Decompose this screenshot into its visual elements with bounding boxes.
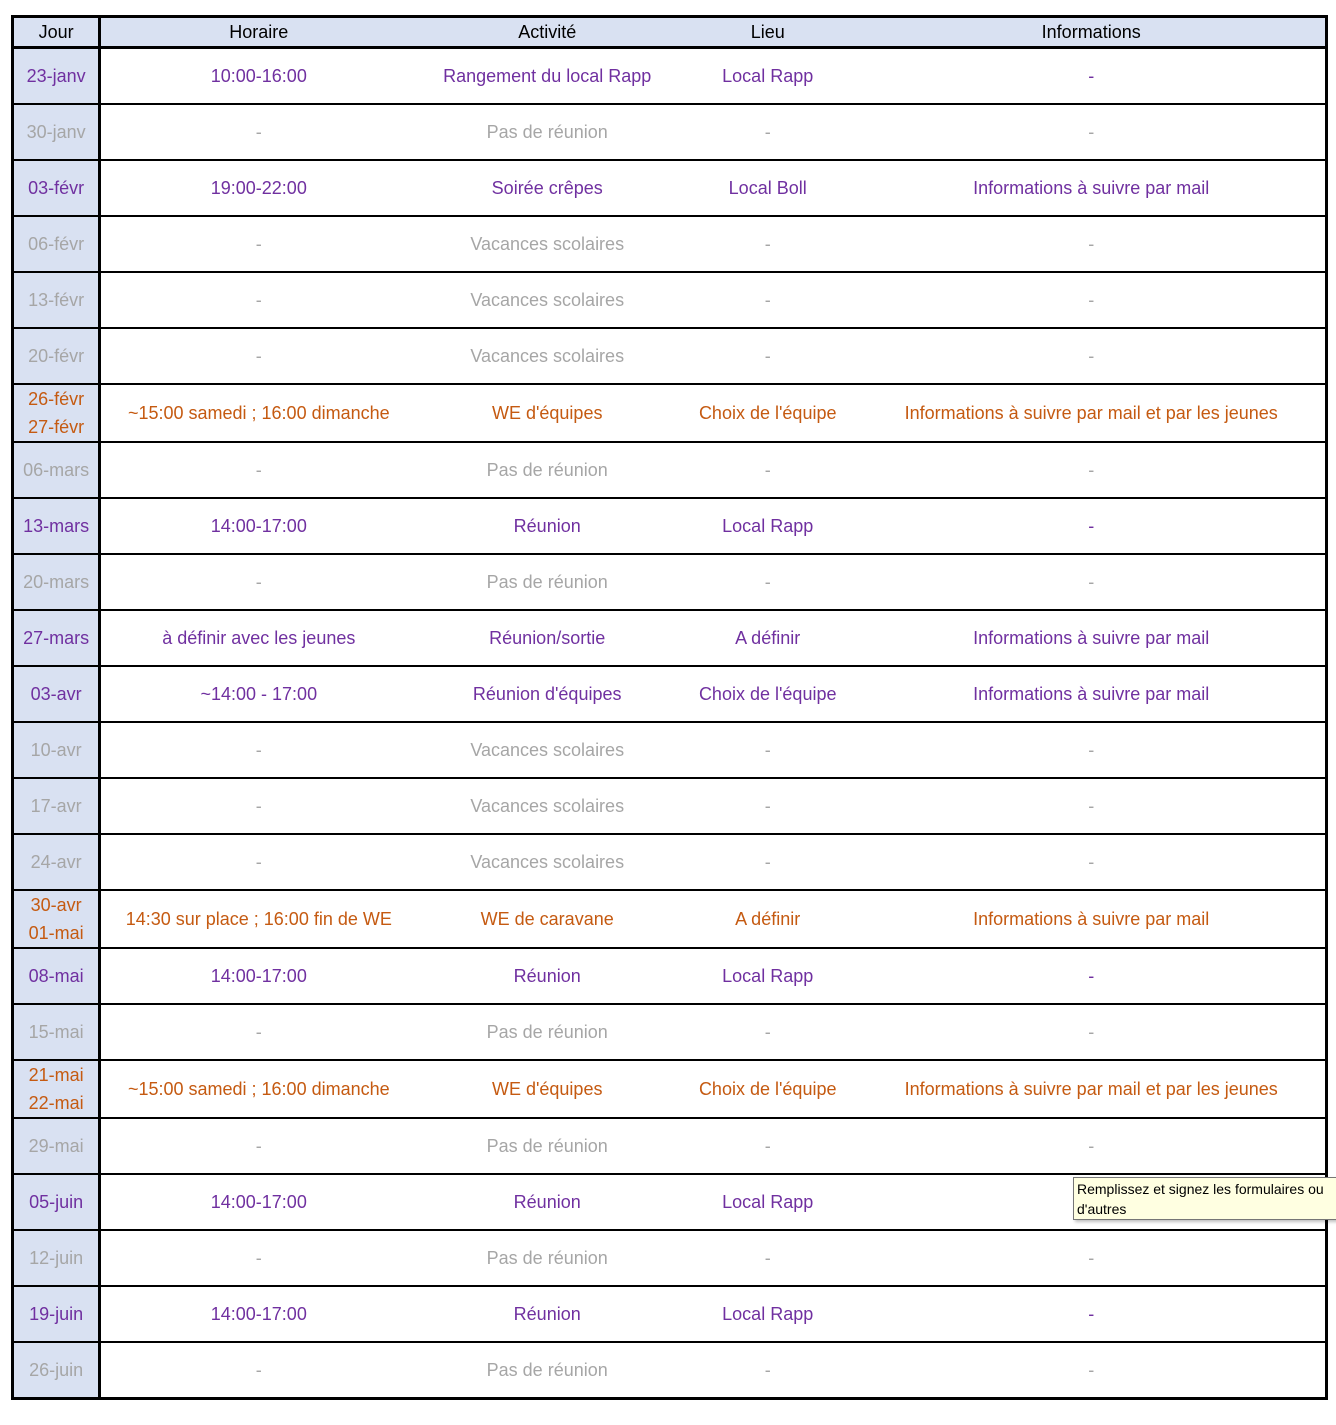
jour-date: 06-mars [23, 460, 90, 480]
cell-lieu: - [678, 722, 857, 778]
tooltip [1073, 1177, 1336, 1220]
cell-jour [13, 1118, 100, 1174]
cell-activite: Réunion [416, 1174, 678, 1230]
cell-informations: - [857, 1286, 1326, 1342]
cell-jour [13, 328, 100, 384]
cell-horaire: 14:00-17:00 [100, 1174, 417, 1230]
cell-activite: Pas de réunion [416, 104, 678, 160]
cell-lieu: Local Rapp [678, 948, 857, 1004]
cell-horaire: 14:00-17:00 [100, 1286, 417, 1342]
table-row [13, 48, 1327, 105]
jour-date: 21-mai [28, 1065, 84, 1085]
table-row [13, 948, 1327, 1004]
cell-activite: Pas de réunion [416, 554, 678, 610]
cell-activite: Pas de réunion [416, 1342, 678, 1399]
cell-activite: Pas de réunion [416, 442, 678, 498]
cell-informations: - [857, 216, 1326, 272]
cell-lieu: Choix de l'équipe [678, 384, 857, 442]
cell-horaire: ~15:00 samedi ; 16:00 dimanche [100, 384, 417, 442]
cell-informations: Informations à suivre par mail [857, 160, 1326, 216]
cell-lieu: A définir [678, 890, 857, 948]
cell-lieu: - [678, 442, 857, 498]
cell-lieu: - [678, 834, 857, 890]
cell-activite: WE d'équipes [416, 1060, 678, 1118]
cell-activite: WE de caravane [416, 890, 678, 948]
cell-lieu: Local Boll [678, 160, 857, 216]
cell-horaire: - [100, 778, 417, 834]
cell-lieu: - [678, 272, 857, 328]
jour-date: 12-juin [29, 1248, 84, 1268]
cell-lieu: - [678, 104, 857, 160]
tooltip-line-2: d'autres [1077, 1201, 1127, 1217]
jour-date: 01-mai [28, 923, 84, 943]
cell-horaire: - [100, 834, 417, 890]
table-row [13, 328, 1327, 384]
header-row [13, 17, 1327, 48]
cell-informations: Informations à suivre par mail [857, 610, 1326, 666]
cell-horaire: - [100, 1004, 417, 1060]
jour-date: 26-juin [29, 1360, 84, 1380]
cell-informations: Informations à suivre par mail [857, 666, 1326, 722]
table-row [13, 722, 1327, 778]
cell-jour [13, 216, 100, 272]
cell-informations: - [857, 104, 1326, 160]
cell-lieu: - [678, 1230, 857, 1286]
cell-horaire: - [100, 1342, 417, 1399]
cell-lieu: Local Rapp [678, 1174, 857, 1230]
cell-informations: - [857, 48, 1326, 105]
table-row [13, 442, 1327, 498]
table-row [13, 1230, 1327, 1286]
cell-jour [13, 1174, 100, 1230]
cell-horaire: 19:00-22:00 [100, 160, 417, 216]
cell-informations: - [857, 1004, 1326, 1060]
table-row [13, 1342, 1327, 1399]
cell-horaire: - [100, 272, 417, 328]
cell-lieu: - [678, 1004, 857, 1060]
cell-horaire: ~15:00 samedi ; 16:00 dimanche [100, 1060, 417, 1118]
cell-jour [13, 1342, 100, 1399]
table-row [13, 778, 1327, 834]
cell-jour [13, 48, 100, 105]
cell-jour [13, 104, 100, 160]
cell-informations: - [857, 834, 1326, 890]
cell-jour [13, 666, 100, 722]
cell-horaire: - [100, 104, 417, 160]
jour-date: 22-mai [28, 1093, 84, 1113]
cell-jour [13, 722, 100, 778]
cell-activite: Vacances scolaires [416, 778, 678, 834]
jour-date: 15-mai [28, 1022, 84, 1042]
jour-date: 13-févr [28, 290, 85, 310]
cell-jour [13, 610, 100, 666]
cell-informations: - [857, 272, 1326, 328]
cell-lieu: - [678, 216, 857, 272]
cell-jour [13, 890, 100, 948]
cell-jour [13, 1004, 100, 1060]
cell-jour [13, 160, 100, 216]
table-row [13, 216, 1327, 272]
cell-jour [13, 1230, 100, 1286]
cell-activite: Réunion [416, 498, 678, 554]
cell-activite: Pas de réunion [416, 1004, 678, 1060]
table-row [13, 498, 1327, 554]
table-row [13, 890, 1327, 948]
jour-date: 27-févr [28, 417, 85, 437]
cell-activite: Vacances scolaires [416, 216, 678, 272]
cell-activite: Réunion [416, 948, 678, 1004]
jour-date: 05-juin [29, 1192, 84, 1212]
tooltip-line-1: Remplissez et signez les formulaires ou [1077, 1181, 1324, 1197]
table-row [13, 666, 1327, 722]
jour-date: 13-mars [23, 516, 90, 536]
cell-lieu: Local Rapp [678, 498, 857, 554]
cell-lieu: - [678, 1118, 857, 1174]
cell-activite: Réunion d'équipes [416, 666, 678, 722]
cell-horaire: 10:00-16:00 [100, 48, 417, 105]
cell-horaire: - [100, 442, 417, 498]
table-row [13, 1060, 1327, 1118]
cell-activite: Vacances scolaires [416, 722, 678, 778]
header-activite: Activité [416, 17, 678, 48]
cell-informations: - [857, 1118, 1326, 1174]
cell-lieu: A définir [678, 610, 857, 666]
cell-informations: - [857, 442, 1326, 498]
cell-jour [13, 498, 100, 554]
cell-lieu: Local Rapp [678, 1286, 857, 1342]
cell-horaire: - [100, 1230, 417, 1286]
table-row [13, 610, 1327, 666]
cell-informations: Informations à suivre par mail et par les jeunes [857, 1060, 1326, 1118]
cell-activite: Pas de réunion [416, 1118, 678, 1174]
jour-date: 17-avr [30, 796, 82, 816]
jour-date: 27-mars [23, 628, 90, 648]
cell-informations: - [857, 1342, 1326, 1399]
jour-date: 03-févr [28, 178, 85, 198]
cell-jour [13, 554, 100, 610]
jour-date: 19-juin [29, 1304, 84, 1324]
cell-jour [13, 1286, 100, 1342]
cell-informations: - [857, 554, 1326, 610]
cell-jour [13, 834, 100, 890]
jour-date: 29-mai [28, 1136, 84, 1156]
table-row [13, 834, 1327, 890]
jour-date: 08-mai [28, 966, 84, 986]
cell-informations: Informations à suivre par mail [857, 890, 1326, 948]
cell-jour [13, 948, 100, 1004]
jour-date: 30-avr [30, 895, 82, 915]
table-row [13, 160, 1327, 216]
cell-activite: WE d'équipes [416, 384, 678, 442]
jour-date: 03-avr [30, 684, 82, 704]
cell-horaire: à définir avec les jeunes [100, 610, 417, 666]
cell-informations: - [857, 778, 1326, 834]
table-row [13, 384, 1327, 442]
header-horaire: Horaire [100, 17, 417, 48]
cell-horaire: - [100, 328, 417, 384]
cell-horaire: 14:00-17:00 [100, 498, 417, 554]
cell-horaire: ~14:00 - 17:00 [100, 666, 417, 722]
table-row [13, 1004, 1327, 1060]
cell-jour [13, 442, 100, 498]
header-informations: Informations [857, 17, 1326, 48]
cell-informations: - [857, 722, 1326, 778]
jour-date: 30-janv [26, 122, 86, 142]
table-row [13, 1286, 1327, 1342]
cell-horaire: - [100, 216, 417, 272]
cell-activite: Pas de réunion [416, 1230, 678, 1286]
cell-activite: Soirée crêpes [416, 160, 678, 216]
cell-informations: - [857, 328, 1326, 384]
cell-lieu: - [678, 778, 857, 834]
jour-date: 26-févr [28, 389, 85, 409]
cell-jour [13, 1060, 100, 1118]
table-row [13, 554, 1327, 610]
cell-activite: Réunion/sortie [416, 610, 678, 666]
jour-date: 06-févr [28, 234, 85, 254]
cell-jour [13, 272, 100, 328]
cell-horaire: - [100, 722, 417, 778]
cell-activite: Réunion [416, 1286, 678, 1342]
header-lieu: Lieu [678, 17, 857, 48]
cell-horaire: 14:00-17:00 [100, 948, 417, 1004]
cell-informations: - [857, 948, 1326, 1004]
cell-lieu: Choix de l'équipe [678, 666, 857, 722]
cell-activite: Vacances scolaires [416, 834, 678, 890]
cell-horaire: 14:30 sur place ; 16:00 fin de WE [100, 890, 417, 948]
table-row [13, 104, 1327, 160]
jour-date: 20-mars [23, 572, 90, 592]
cell-informations: Informations à suivre par mail et par les jeunes [857, 384, 1326, 442]
cell-activite: Rangement du local Rapp [416, 48, 678, 105]
cell-lieu: Choix de l'équipe [678, 1060, 857, 1118]
cell-horaire: - [100, 1118, 417, 1174]
cell-activite: Vacances scolaires [416, 272, 678, 328]
cell-activite: Vacances scolaires [416, 328, 678, 384]
cell-jour [13, 384, 100, 442]
jour-date: 20-févr [28, 346, 85, 366]
cell-horaire: - [100, 554, 417, 610]
cell-lieu: - [678, 554, 857, 610]
cell-lieu: - [678, 328, 857, 384]
jour-date: 23-janv [26, 66, 86, 86]
cell-informations: - [857, 1230, 1326, 1286]
jour-date: 24-avr [30, 852, 82, 872]
table-row [13, 1118, 1327, 1174]
cell-lieu: - [678, 1342, 857, 1399]
cell-jour [13, 778, 100, 834]
table-row [13, 272, 1327, 328]
header-jour: Jour [13, 17, 100, 48]
jour-date: 10-avr [30, 740, 82, 760]
cell-lieu: Local Rapp [678, 48, 857, 105]
cell-informations: - [857, 498, 1326, 554]
